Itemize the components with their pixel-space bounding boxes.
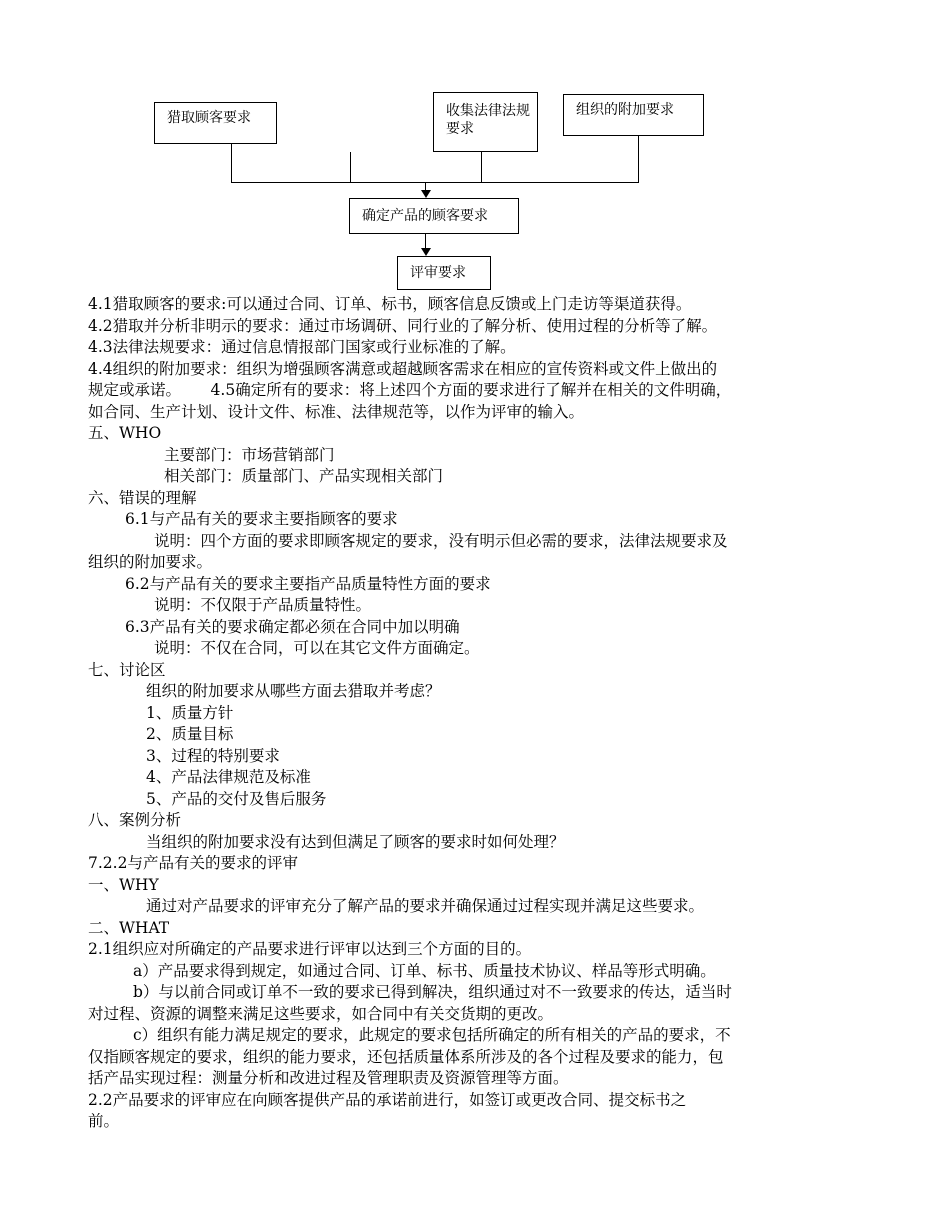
connector-line [638, 136, 639, 183]
list-item: 4、产品法律规范及标准 [146, 768, 311, 786]
paragraph: 6.3产品有关的要求确定都必须在合同中加以明确 [125, 617, 460, 636]
paragraph: 说明：四个方面的要求即顾客规定的要求，没有明示但必需的要求，法律法规要求及 [154, 531, 728, 550]
section-heading: 7.2.2与产品有关的要求的评审 [88, 854, 298, 872]
list-item: 1、质量方针 [146, 703, 234, 722]
paragraph: 当组织的附加要求没有达到但满足了顾客的要求时如何处理？ [146, 832, 565, 851]
connector-line [481, 152, 482, 183]
section-heading: 一、WHY [88, 875, 159, 894]
paragraph: 前。 [88, 1112, 120, 1130]
paragraph: 规定或承诺。 4.5确定所有的要求：将上述四个方面的要求进行了解并在相关的文件明确， [88, 381, 732, 399]
paragraph: 4.3法律法规要求：通过信息情报部门国家或行业标准的了解。 [88, 338, 516, 356]
paragraph: 通过对产品要求的评审充分了解产品的要求并确保通过过程实现并满足这些要求。 [146, 897, 705, 915]
arrow-down-icon [421, 248, 431, 256]
paragraph: 主要部门：市场营销部门 [164, 445, 335, 464]
list-item: a）产品要求得到规定，如通过合同、订单、标书、质量技术协议、样品等形式明确。 [133, 961, 716, 980]
section-heading: 二、WHAT [88, 918, 170, 937]
list-item: c）组织有能力满足规定的要求，此规定的要求包括所确定的所有相关的产品的要求，不 [133, 1026, 731, 1044]
paragraph: 说明：不仅在合同，可以在其它文件方面确定。 [154, 639, 480, 657]
section-heading: 八、案例分析 [88, 811, 182, 829]
arrow-down-icon [421, 190, 431, 198]
paragraph: 4.1猎取顾客的要求:可以通过合同、订单、标书，顾客信息反馈或上门走访等渠道获得。 [88, 295, 692, 313]
paragraph: 4.2猎取并分析非明示的要求：通过市场调研、同行业的了解分析、使用过程的分析等了解。 [88, 316, 718, 335]
connector-line [231, 144, 232, 183]
paragraph: 如合同、生产计划、设计文件、标准、法律规范等，以作为评审的输入。 [88, 402, 585, 421]
paragraph: 6.2与产品有关的要求主要指产品质量特性方面的要求 [125, 574, 491, 593]
connector-line [231, 182, 639, 183]
box-org-additional-requirements: 组织的附加要求 [563, 94, 704, 136]
section-heading: 六、错误的理解 [88, 488, 197, 507]
paragraph: 组织的附加要求。 [88, 553, 213, 571]
paragraph: 说明：不仅限于产品质量特性。 [154, 596, 372, 614]
paragraph: 2.1组织应对所确定的产品要求进行评审以达到三个方面的目的。 [88, 940, 532, 958]
section-heading: 五、WHO [88, 424, 162, 442]
paragraph: 组织的附加要求从哪些方面去猎取并考虑？ [146, 682, 441, 700]
paragraph: 6.1与产品有关的要求主要指顾客的要求 [125, 510, 398, 528]
list-item: 2、质量目标 [146, 725, 234, 743]
box-confirm-customer-requirements: 确定产品的顾客要求 [349, 198, 519, 234]
box-review-requirements: 评审要求 [397, 256, 491, 290]
paragraph: 4.4组织的附加要求：组织为增强顾客满意或超越顾客需求在相应的宣传资料或文件上做出的 [88, 359, 718, 378]
paragraph: 对过程、资源的调整来满足这些要求，如合同中有关交货期的更改。 [88, 1004, 554, 1023]
paragraph: 仅指顾客规定的要求，组织的能力要求，还包括质量体系所涉及的各个过程及要求的能力，包 [88, 1047, 724, 1066]
list-item: 5、产品的交付及售后服务 [146, 789, 327, 808]
connector-line [350, 152, 351, 183]
paragraph: 括产品实现过程：测量分析和改进过程及管理职责及资源管理等方面。 [88, 1069, 569, 1087]
paragraph: 相关部门：质量部门、产品实现相关部门 [164, 467, 444, 485]
document-body [88, 294, 878, 1133]
connector-line [425, 234, 426, 248]
list-item: 3、过程的特别要求 [146, 746, 280, 765]
paragraph: 2.2产品要求的评审应在向顾客提供产品的承诺前进行，如签订或更改合同、提交标书之 [88, 1090, 687, 1109]
box-legal-requirements: 收集法律法规要求 [433, 92, 538, 152]
box-customer-requirements: 猎取顾客要求 [154, 102, 277, 144]
list-item: b）与以前合同或订单不一致的要求已得到解决，组织通过对不一致要求的传达，适当时 [133, 983, 732, 1001]
section-heading: 七、讨论区 [88, 660, 166, 679]
